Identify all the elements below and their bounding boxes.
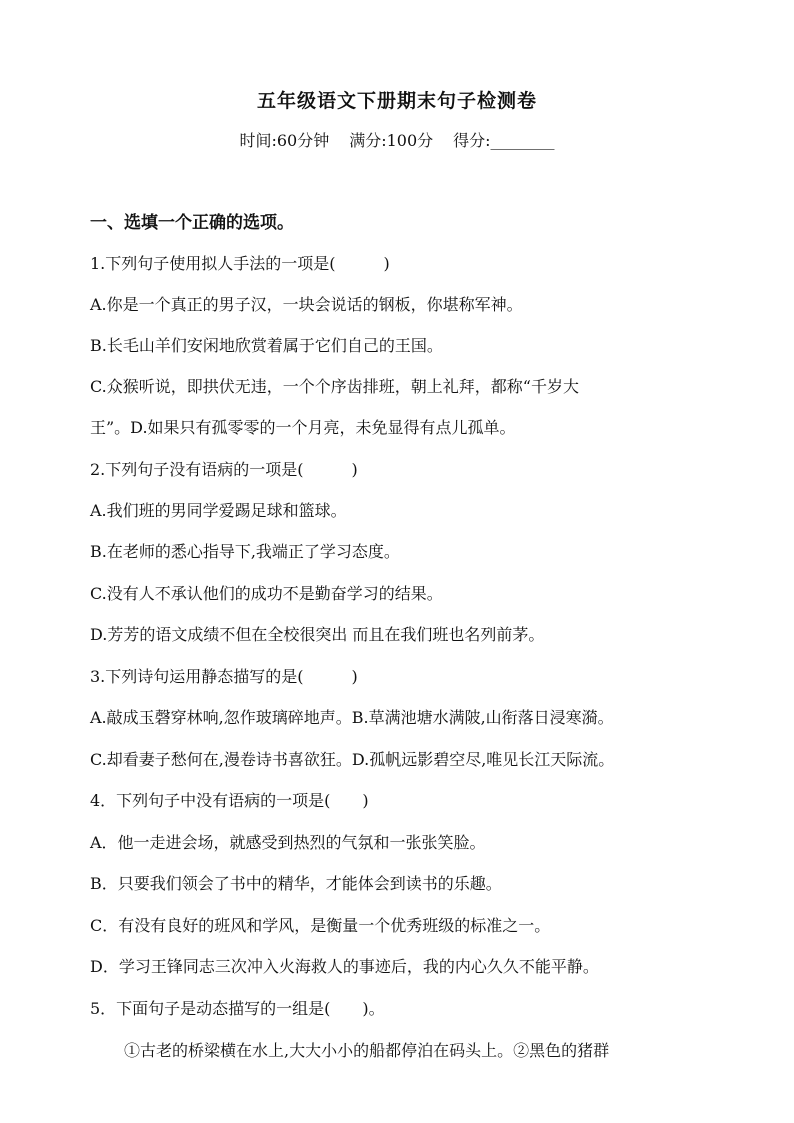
score-field: 得分:________	[453, 131, 555, 150]
question-5: 5．下面句子是动态描写的一组是( )。	[90, 999, 385, 1018]
q1-option-b: B.长毛山羊们安闲地欣赏着属于它们自己的王国。	[90, 336, 443, 355]
q4-option-c: C．有没有良好的班风和学风，是衡量一个优秀班级的标准之一。	[90, 916, 551, 935]
question-1: 1.下列句子使用拟人手法的一项是( )	[90, 254, 390, 273]
q1-option-a: A.你是一个真正的男子汉，一块会说话的钢板，你堪称军神。	[90, 295, 523, 314]
q3-options-ab: A.敲成玉磬穿林响,忽作玻璃碎地声。B.草满池塘水满陂,山衔落日浸寒漪。	[90, 708, 614, 727]
question-2: 2.下列句子没有语病的一项是( )	[90, 460, 358, 479]
q1-option-c: C.众猴听说，即拱伏无违，一个个序齿排班，朝上礼拜，都称“千岁大	[90, 377, 579, 396]
q4-option-a: A．他一走进会场，就感受到热烈的气氛和一张张笑脸。	[90, 833, 486, 852]
full-score: 满分:100分	[349, 131, 434, 150]
exam-meta	[0, 128, 794, 151]
question-3: 3.下列诗句运用静态描写的是( )	[90, 667, 358, 686]
q3-options-cd: C.却看妻子愁何在,漫卷诗书喜欲狂。D.孤帆远影碧空尽,唯见长江天际流。	[90, 750, 615, 769]
page-title: 五年级语文下册期末句子检测卷	[256, 90, 537, 112]
time-limit: 时间:60分钟	[239, 131, 330, 150]
q2-option-a: A.我们班的男同学爱踢足球和篮球。	[90, 501, 347, 520]
q5-passage: ①古老的桥梁横在水上,大大小小的船都停泊在码头上。②黑色的猪群	[124, 1041, 610, 1060]
q2-option-b: B.在老师的悉心指导下,我端正了学习态度。	[90, 542, 400, 561]
q4-option-b: B．只要我们领会了书中的精华，才能体会到读书的乐趣。	[90, 874, 502, 893]
q1-option-c-d: 王”。D.如果只有孤零零的一个月亮，未免显得有点儿孤单。	[90, 418, 516, 437]
section-heading: 一、选填一个正确的选项。	[90, 213, 294, 233]
q2-option-c: C.没有人不承认他们的成功不是勤奋学习的结果。	[90, 584, 443, 603]
q2-option-d: D.芳芳的语文成绩不但在全校很突出 而且在我们班也名列前茅。	[90, 625, 545, 644]
question-4: 4．下列句子中没有语病的一项是( )	[90, 791, 369, 810]
q4-option-d: D．学习王锋同志三次冲入火海救人的事迹后，我的内心久久不能平静。	[90, 957, 599, 976]
